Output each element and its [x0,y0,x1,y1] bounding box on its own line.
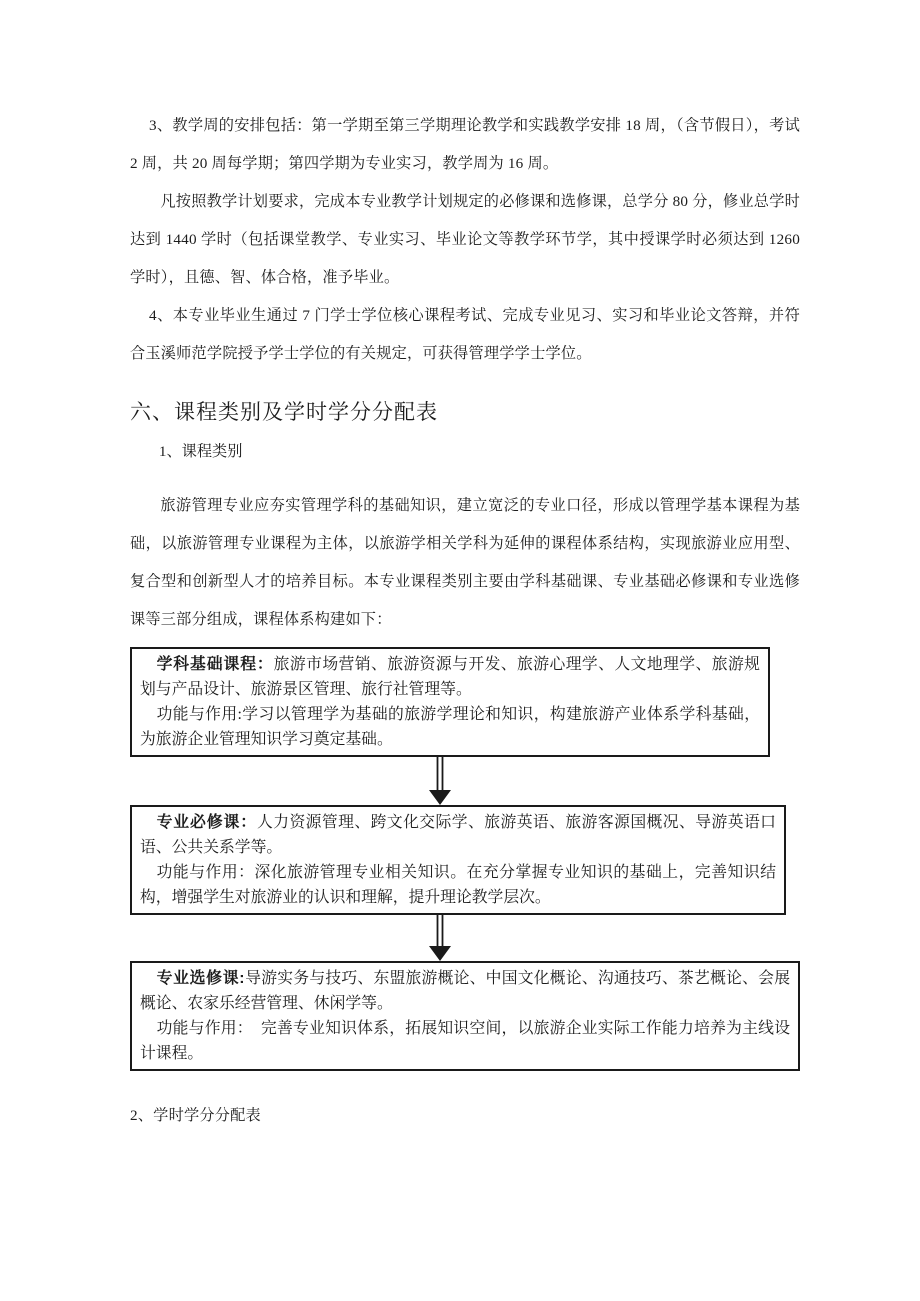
paragraph-course-system-intro: 旅游管理专业应夯实管理学科的基础知识，建立宽泛的专业口径，形成以管理学基本课程为基础，以旅游管理专业课程为主体，以旅游学相关学科为延伸的课程体系结构，实现旅游业应用型、复合型和创新型人才的培养目标。本专业课程类别主要由学科基础课、专业基础必修课和专业选修课等三部分组成，课程体系构建如下： [130,497,800,628]
flow-box-required-courses [130,805,786,915]
flow-box-foundation-courses [130,647,770,757]
sub-heading-hours-credits-table: 2、学时学分分配表 [130,1107,261,1124]
foundation-courses-label: 学科基础课程： [156,656,274,673]
down-arrow-icon [426,757,454,805]
required-courses-text: 人力资源管理、跨文化交际学、旅游英语、旅游客源国概况、导游英语口语、公共关系学等。 [140,814,776,856]
paragraph-teaching-weeks: 3、教学周的安排包括：第一学期至第三学期理论教学和实践教学安排 18 周，（含节假日），考试 2 周，共 20 周每学期；第四学期为专业实习，教学周为 16 周。 [130,117,800,172]
elective-courses-label: 专业选修课: [156,970,245,987]
elective-courses-text: 导游实务与技巧、东盟旅游概论、中国文化概论、沟通技巧、茶艺概论、会展概论、农家乐经营管理、休闲学等。 [140,970,790,1012]
section-heading-course-category: 六、课程类别及学时学分分配表 [130,400,438,424]
required-courses-function: 功能与作用：深化旅游管理专业相关知识。在充分掌握专业知识的基础上，完善知识结构，增强学生对旅游业的认识和理解，提升理论教学层次。 [140,864,776,906]
required-courses-label: 专业必修课： [156,814,257,831]
required-courses-list [140,810,776,860]
down-arrow-icon [426,915,454,961]
foundation-courses-text: 旅游市场营销、旅游资源与开发、旅游心理学、人文地理学、旅游规划与产品设计、旅游景区管理、旅行社管理等。 [140,656,760,698]
paragraph-graduation-requirements: 凡按照教学计划要求，完成本专业教学计划规定的必修课和选修课，总学分 80 分，修业总学时达到 1440 学时（包括课堂教学、专业实习、毕业论文等教学环节学，其中授课学时必须达到 1260 学时），且德、智、体合格，准予毕业。 [130,193,800,286]
foundation-courses-function: 功能与作用:学习以管理学为基础的旅游学理论和知识，构建旅游产业体系学科基础，为旅游企业管理知识学习奠定基础。 [140,706,760,748]
elective-courses-list [140,966,790,1016]
flow-box-elective-courses [130,961,800,1071]
paragraph-degree-requirements: 4、本专业毕业生通过 7 门学士学位核心课程考试、完成专业见习、实习和毕业论文答辩，并符合玉溪师范学院授予学士学位的有关规定，可获得管理学学士学位。 [130,307,800,362]
document-content [130,107,800,1135]
elective-courses-function: 功能与作用： 完善专业知识体系，拓展知识空间，以旅游企业实际工作能力培养为主线设计课程。 [140,1020,790,1062]
foundation-courses-list [140,652,760,702]
flow-arrow-2 [130,915,800,961]
sub-heading-course-category: 1、课程类别 [158,443,243,460]
flow-arrow-1 [130,757,800,805]
